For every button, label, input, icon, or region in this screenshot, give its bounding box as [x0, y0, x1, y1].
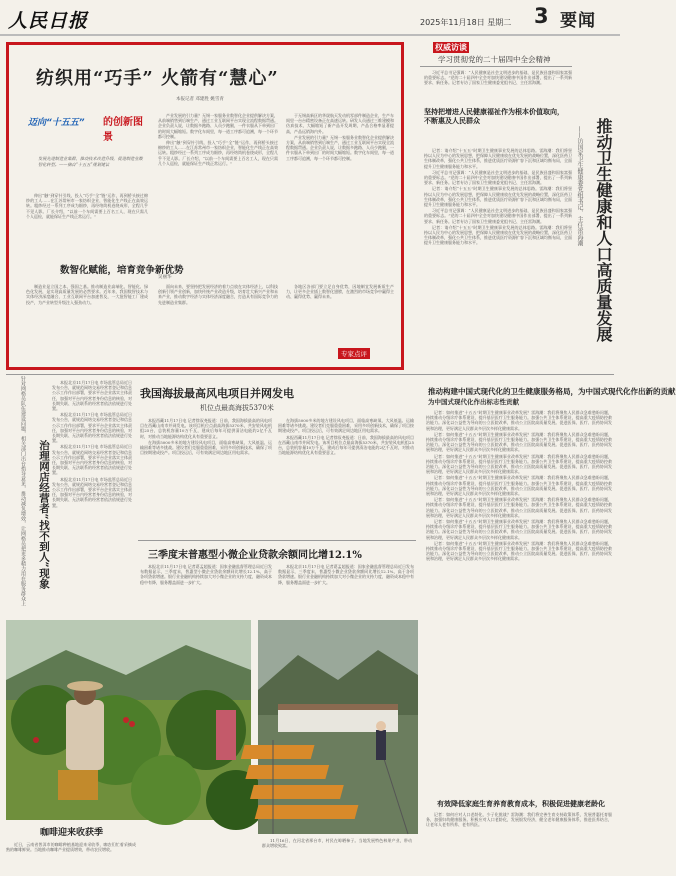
- coffee-caption-title: 咖啡迎来收获季: [40, 828, 104, 838]
- commentary-col3: [286, 284, 394, 344]
- interview-tag: 权威访谈: [435, 43, 467, 52]
- commentary-col2-text: 面向未来，要坚持把发展经济的着力点放在实体经济上，以科技创新引领产业创新，加快传统产业改造升级，培育壮大新兴产业和未来产业，推动数字经济与实体经济深度融合，打造具有国际竞争力的先进制造业集群。: [158, 284, 278, 305]
- column-rule: [420, 66, 572, 67]
- interview-intro: [424, 70, 572, 104]
- interview-subhead-1: 坚持把增进人民健康福祉作为根本价值取向，不断惠及人民群众: [424, 107, 564, 125]
- feature-col2-text: 产业发展的引力量？无锡一家服务业数智化企业提供解决方案，从前端销售到后端生产，通过工业互联网平台实现全流程数据贯通。企业负责人说，让数据多跑路、人员少跑腿，一件衣服从下单到出厂的时间大幅缩短。数字化车间里，每一道工序都可追溯，每一个环节都可控制。: [158, 113, 278, 139]
- left-column-body: [52, 380, 132, 612]
- wind-power-headline: 我国海拔最高风电项目并网发电: [140, 387, 294, 400]
- wind-power-col2: [278, 418, 414, 538]
- wind-power-col2-text-b: 本报西藏11月17日电 记者徐驭尧报道：日前，我国海拔最高的风电项目在西藏山南市并网发电。该项目机位点最高海拔5370米，共安装风电机组25台，总装机容量10万千瓦，建成后每年可提供清洁电能约2亿千瓦时，对推动当地能源结构优化具有重要意义。: [278, 434, 414, 456]
- feature-sub-byline: 吴丽华: [158, 275, 172, 280]
- feature-col3-text: 于无锡高新区的华晟航天发动机零部件制造企业，生产车间里一台台精密设备正在高速运转。研发人员通过三维建模和仿真技术，大幅缩短了新产品开发周期，产品合格率显著提高，产品远销海内外。: [286, 113, 394, 134]
- loan-col2: [278, 564, 414, 614]
- left-body-d: 本报北京11月17日电 市场监管总局近日发布公告，就规范网络交易经营者登记和信息公示工作作出部署，要求平台企业落实主体责任，加强对平台内经营者身份信息的核验，对长期失联、无法联系的经营者依法依规进行处置。: [52, 476, 132, 508]
- health-body-d: 记者：如何推进“十五五”时期卫生健康事业改革发展？雷海潮：我们将聚焦人民群众急难愁盼问题，持续推动分级诊疗体系建设，提升基层医疗卫生服务能力。加强公共卫生体系建设，提高重大疫情防控救治能力。深化以公益性为导向的公立医院改革，推动公立医院高质量发展。促进医保、医疗、医药协同发展和治理，更好满足人民群众多层次多样化健康需求。: [426, 475, 612, 497]
- section-name: 要闻: [560, 11, 596, 31]
- horizontal-rule: [6, 374, 614, 375]
- feature-col3: [286, 113, 394, 253]
- coffee-caption-body: [6, 842, 136, 872]
- feature-col3-text-b: 产业发展的引力量？无锡一家服务业数智化企业提供解决方案，从前端销售到后端生产，通过工业互联网平台实现全流程数据贯通。企业负责人说，让数据多跑路、人员少跑腿，一件衣服从下单到出厂的时间大幅缩短。数字化车间里，每一道工序都可追溯，每一个环节都可控制。: [286, 134, 394, 161]
- health-service-subhead: 为中国式现代化作出标志性贡献: [428, 398, 519, 406]
- loan-col2-text: 本报北京11月17日电 记者葛孟超报道：国家金融监督管理总局近日发布数据显示，三季度末，普惠型小微企业贷款余额同比增长12.1%，高于各项贷款增速。银行业金融机构持续加大对小微企业的支持力度，融资成本稳中有降，服务覆盖面进一步扩大。: [278, 564, 414, 585]
- series-badge-main: 迈向“十五五”: [28, 118, 85, 128]
- interview-body-text-c: 记者：请介绍“十五五”时期卫生健康事业发展的总体思路。雷海潮：我们将坚持以人民为中心的发展思想，把保障人民健康放在优先发展的战略位置，深化医药卫生体制改革，强化公共卫生体系，推进优质医疗资源扩容下沉和区域均衡布局，全面提升卫生健康服务能力和水平。: [424, 186, 572, 208]
- feature-col1: [26, 193, 148, 255]
- aging-body: [426, 812, 612, 872]
- interview-intro-text: 习近平总书记强调：“人民健康是社会文明进步的基础，是民族昌盛和国家富强的重要标志。”党的二十届四中全会对加快建设健康中国作出部署，提出了一系列新要求、新任务。记者专访了国家卫生健康委党组书记、主任雷海潮。: [424, 70, 572, 86]
- commentary-col2: [158, 284, 278, 364]
- persimmon-drying-photo: [258, 620, 418, 834]
- feature-col2: [158, 113, 278, 253]
- expert-comment-badge: 专家点评: [338, 348, 370, 359]
- health-body-f: 记者：如何推进“十五五”时期卫生健康事业改革发展？雷海潮：我们将聚焦人民群众急难愁盼问题，持续推动分级诊疗体系建设，提升基层医疗卫生服务能力。加强公共卫生体系建设，提高重大疫情防控救治能力。深化以公益性为导向的公立医院改革，推动公立医院高质量发展。促进医保、医疗、医药协同发展和治理，更好满足人民群众多层次多样化健康需求。: [426, 519, 612, 540]
- aging-headline: 有效降低家庭生育养育教育成本，积极促进健康老龄化: [437, 799, 605, 808]
- feature-subhead: 数智化赋能，培育竞争新优势: [60, 265, 184, 276]
- left-body-b: 本报北京11月17日电 市场监管总局近日发布公告，就规范网络交易经营者登记和信息公示工作作出部署，要求平台企业落实主体责任，加强对平台内经营者身份信息的核验，对长期失联、无法联系的经营者依法依规进行处置。: [52, 412, 132, 444]
- left-vertical-headline: 治理网店经营者“找不到人”现象: [38, 440, 50, 589]
- coffee-caption-text: 近日，云南省普洱市的咖啡种植基地迎来采收季，咖农们忙着采摘成熟的咖啡鲜果。当地推动咖啡产业提质增效，带动农民增收。: [6, 842, 136, 853]
- interview-body: [424, 148, 572, 374]
- health-body-g: 记者：如何推进“十五五”时期卫生健康事业改革发展？雷海潮：我们将聚焦人民群众急难愁盼问题，持续推动分级诊疗体系建设，提升基层医疗卫生服务能力。加强公共卫生体系建设，提高重大疫情防控救治能力。深化以公益性为导向的公立医院改革，推动公立医院高质量发展。促进医保、医疗、医药协同发展和治理，更好满足人民群众多层次多样化健康需求。: [426, 540, 612, 562]
- aging-body-text: 记者：如何应对人口老龄化、少子化挑战？雷海潮：我们将完善生育支持政策体系，发展普惠托育服务，加强妇幼健康服务。积极应对人口老龄化，发展银发经济，健全老年健康服务体系，推进医养结合，让老年人老有所养、老有所医。: [426, 812, 612, 828]
- loan-col1: [140, 564, 272, 614]
- wind-power-subhead: 机位点最高海拔5370米: [200, 404, 274, 412]
- wind-power-col1: [140, 418, 272, 538]
- feature-col2-text-b: 伸出“触”到穿针引线，投入“巧手”全“链”运作，再到桥头接过棉纱的工人……在江苏常州市一家纺织企业，智能化生产线正在高效运转。粗纱经过一系列工序成为细纱，再经络筒机卷绕成形，全程几乎不见人影。厂长介绍，“以前一个车间需要上百名工人，现在只需几个人巡检，就能保证生产线正常运行。”: [158, 140, 278, 166]
- wind-power-col2-text: 在海拔5000多米的地方建设风电项目，面临高寒缺氧、大风低温、运输困难等诸多挑战。建设者们克服重重困难，采用多项创新技术，确保了项目按期建成投产。项目投运后，可有效满足周边地区用电需求。: [278, 418, 414, 434]
- health-body-c: 记者：如何推进“十五五”时期卫生健康事业改革发展？雷海潮：我们将聚焦人民群众急难愁盼问题，持续推动分级诊疗体系建设，提升基层医疗卫生服务能力。加强公共卫生体系建设，提高重大疫情防控救治能力。深化以公益性为导向的公立医院改革，推动公立医院高质量发展。促进医保、医疗、医药协同发展和治理，更好满足人民群众多层次多样化健康需求。: [426, 453, 612, 475]
- vertical-subheadline: ——访国家卫生健康委党组书记、主任雷海潮: [576, 126, 583, 246]
- interview-body-text: 记者：请介绍“十五五”时期卫生健康事业发展的总体思路。雷海潮：我们将坚持以人民为中心的发展思想，把保障人民健康放在优先发展的战略位置，深化医药卫生体制改革，强化公共卫生体系，推进优质医疗资源扩容下沉和区域均衡布局，全面提升卫生健康服务能力和水平。: [424, 148, 572, 169]
- newspaper-logo: 人民日报: [8, 10, 89, 32]
- vertical-headline: 推动卫生健康和人口高质量发展: [594, 118, 613, 342]
- coffee-harvest-photo: [6, 620, 251, 820]
- interview-body-text-e: 记者：请介绍“十五五”时期卫生健康事业发展的总体思路。雷海潮：我们将坚持以人民为中心的发展思想，把保障人民健康放在优先发展的战略位置，深化医药卫生体制改革，强化公共卫生体系，推进优质医疗资源扩容下沉和区域均衡布局，全面提升卫生健康服务能力和水平。: [424, 224, 572, 246]
- page-number: 3: [534, 4, 549, 28]
- health-service-headline: 推动构建中国式现代化的卫生健康服务格局，为中国式现代化作出新的贡献: [428, 387, 676, 396]
- health-body-a: 记者：如何推进“十五五”时期卫生健康事业改革发展？雷海潮：我们将聚焦人民群众急难愁盼问题，持续推动分级诊疗体系建设，提升基层医疗卫生服务能力。加强公共卫生体系建设，提高重大疫情防控救治能力。深化以公益性为导向的公立医院改革，推动公立医院高质量发展。促进医保、医疗、医药协同发展和治理，更好满足人民群众多层次多样化健康需求。: [426, 410, 612, 431]
- commentary-col1-text: 制造业是立国之本、强国之基。推动制造业高端化、智能化、绿色化发展，是实现高质量发展的必然要求。近年来，我国数智技术与实体经济深度融合，工业互联网平台加速普及，一大批智能工厂建成投产，为产业转型升级注入强劲动力。: [26, 284, 148, 305]
- health-body-b: 记者：如何推进“十五五”时期卫生健康事业改革发展？雷海潮：我们将聚焦人民群众急难愁盼问题，持续推动分级诊疗体系建设，提升基层医疗卫生服务能力。加强公共卫生体系建设，提高重大疫情防控救治能力。深化以公益性为导向的公立医院改革，推动公立医院高质量发展。促进医保、医疗、医药协同发展和治理，更好满足人民群众多层次多样化健康需求。: [426, 431, 612, 453]
- series-badge-sub: 的创新图景: [103, 117, 143, 143]
- commentary-col3-text: 各地区各部门要立足自身优势，因地制宜发展新质生产力，让更多企业插上数智化翅膀，在激烈的市场竞争中赢得主动、赢得优势、赢得未来。: [286, 284, 394, 300]
- feature-headline: 纺织用“巧手” 火箭有“慧心”: [36, 68, 279, 89]
- health-body-e: 记者：如何推进“十五五”时期卫生健康事业改革发展？雷海潮：我们将聚焦人民群众急难愁盼问题，持续推动分级诊疗体系建设，提升基层医疗卫生服务能力。加强公共卫生体系建设，提高重大疫情防控救治能力。深化以公益性为导向的公立医院改革，推动公立医院高质量发展。促进医保、医疗、医药协同发展和治理，更好满足人民群众多层次多样化健康需求。: [426, 497, 612, 518]
- persimmon-caption: [262, 838, 412, 872]
- interview-body-text-d: 习近平总书记强调：“人民健康是社会文明进步的基础，是民族昌盛和国家富强的重要标志。”党的二十届四中全会对加快建设健康中国作出部署，提出了一系列新要求、新任务。记者专访了国家卫生健康委党组书记、主任雷海潮。: [424, 208, 572, 224]
- commentary-col1: [26, 284, 148, 364]
- feature-byline: 本报记者 邓建胜 姚雪青: [176, 97, 224, 102]
- horizontal-rule-2: [138, 540, 416, 541]
- wind-power-col1-text: 本报西藏11月17日电 记者徐驭尧报道：日前，我国海拔最高的风电项目在西藏山南市并网发电。该项目机位点最高海拔5370米，共安装风电机组25台，总装机容量10万千瓦，建成后每年可提供清洁电能约2亿千瓦时，对推动当地能源结构优化具有重要意义。: [140, 418, 272, 439]
- masthead: [0, 0, 620, 36]
- wind-power-col1-text-b: 在海拔5000多米的地方建设风电项目，面临高寒缺氧、大风低温、运输困难等诸多挑战。建设者们克服重重困难，采用多项创新技术，确保了项目按期建成投产。项目投运后，可有效满足周边地区用电需求。: [140, 439, 272, 456]
- issue-date: 2025年11月18日 星期二: [420, 18, 512, 27]
- loan-headline: 三季度末普惠型小微企业贷款余额同比增12.1%: [148, 550, 362, 561]
- interview-body-text-b: 习近平总书记强调：“人民健康是社会文明进步的基础，是民族昌盛和国家富强的重要标志。”党的二十届四中全会对加快建设健康中国作出部署，提出了一系列新要求、新任务。记者专访了国家卫生健康委党组书记、主任雷海潮。: [424, 169, 572, 186]
- left-body-a: 本报北京11月17日电 市场监管总局近日发布公告，就规范网络交易经营者登记和信息公示工作作出部署，要求平台企业落实主体责任，加强对平台内经营者身份信息的核验，对长期失联、无法联系的经营者依法依规进行处置。: [52, 380, 132, 412]
- health-service-body: [426, 410, 612, 794]
- persimmon-caption-text: 11月16日，在河北省邢台市，村民在晾晒柿子。当地发展特色林果产业，带动群众增收致富。: [262, 838, 412, 849]
- column-heading: 学习贯彻党的二十届四中全会精神: [438, 55, 551, 64]
- left-vertical-lead: 针对网格员队伍建设问题，相关部门出台指导意见，推动减负增效，让网格员把更多精力用在服务群众上: [20, 376, 26, 606]
- loan-col1-text: 本报北京11月17日电 记者葛孟超报道：国家金融监督管理总局近日发布数据显示，三季度末，普惠型小微企业贷款余额同比增长12.1%，高于各项贷款增速。银行业金融机构持续加大对小微企业的支持力度，融资成本稳中有降，服务覆盖面进一步扩大。: [140, 564, 272, 585]
- feature-quote: 发展先进制造业集群，推动技术改造升级，促进制造业数智化转型。——摘自“十五五”规划建议: [38, 156, 143, 167]
- left-body-c: 本报北京11月17日电 市场监管总局近日发布公告，就规范网络交易经营者登记和信息公示工作作出部署，要求平台企业落实主体责任，加强对平台内经营者身份信息的核验，对长期失联、无法联系的经营者依法依规进行处置。: [52, 444, 132, 476]
- feature-col1-text: 伸出“触”到穿针引线，投入“巧手”全“链”运作，再到桥头接过棉纱的工人……在江苏常州市一家纺织企业，智能化生产线正在高效运转。粗纱经过一系列工序成为细纱，再经络筒机卷绕成形，全程几乎不见人影。厂长介绍，“以前一个车间需要上百名工人，现在只需几个人巡检，就能保证生产线正常运行。”: [26, 193, 148, 219]
- series-badge: [28, 113, 143, 143]
